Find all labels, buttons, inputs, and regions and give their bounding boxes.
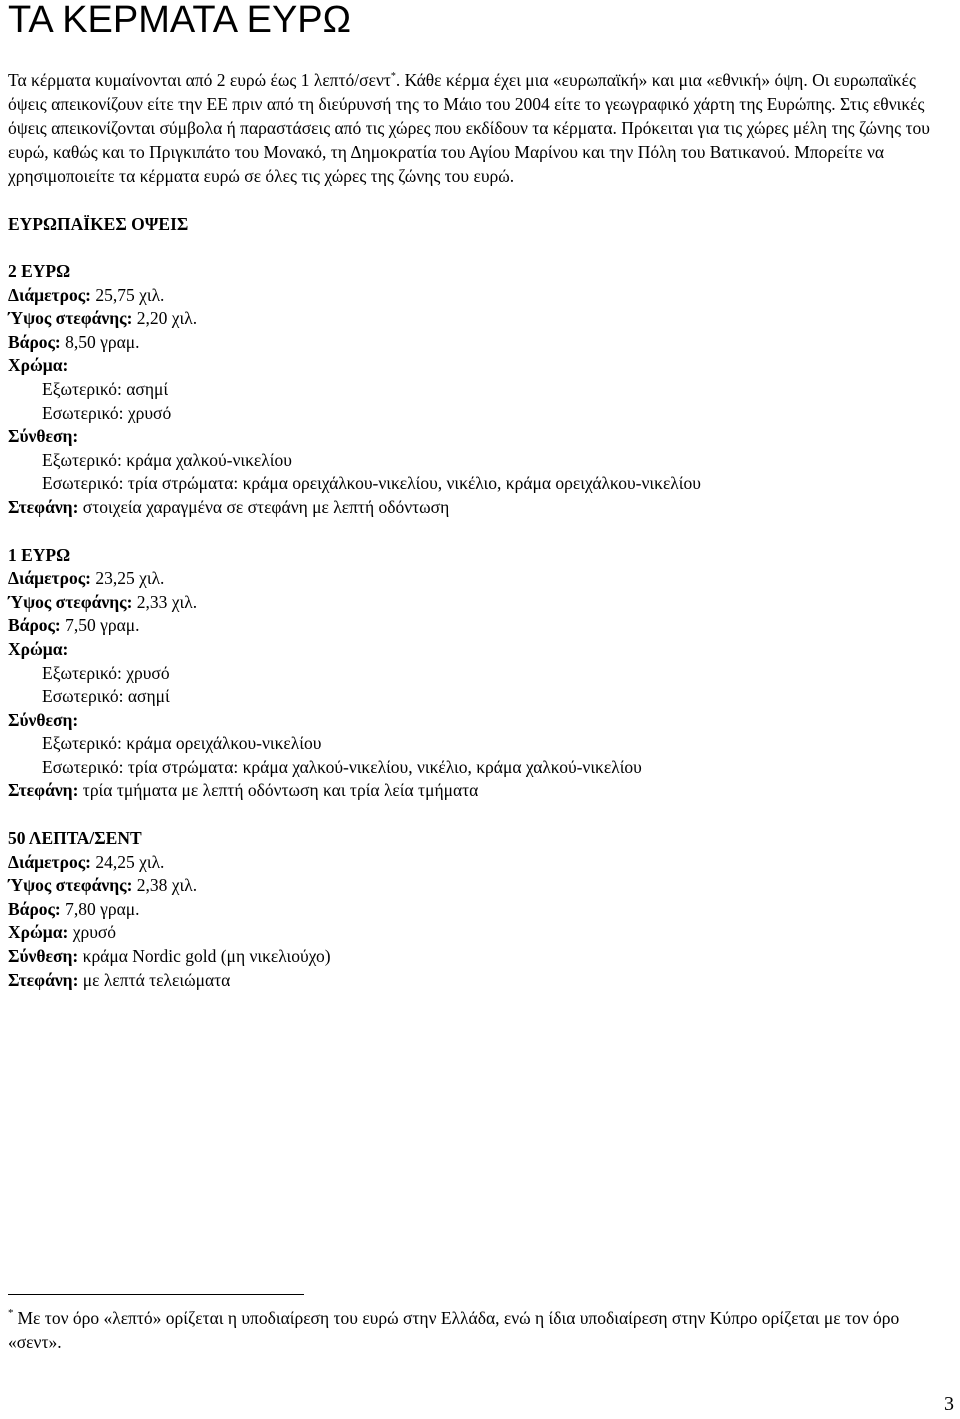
coin-edge: Στεφάνη: στοιχεία χαραγμένα σε στεφάνη με λεπτή οδόντωση [8,496,450,517]
coin-composition-label: Σύνθεση: [8,426,79,447]
coin-edge-height: Ύψος στεφάνης: 2,20 χιλ. [8,308,198,329]
coin-weight: Βάρος: 8,50 γραμ. [8,331,140,352]
coin-composition-outer: Εξωτερικό: κράμα ορειχάλκου-νικελίου [42,733,322,754]
coin-composition-inner: Εσωτερικό: τρία στρώματα: κράμα χαλκού-νικελίου, νικέλιο, κράμα χαλκού-νικελίου [42,756,642,777]
coin-diameter: Διάμετρος: 24,25 χιλ. [8,851,165,872]
footnote-divider [8,1294,304,1295]
coin-color-inner: Εσωτερικό: ασημί [42,686,170,707]
coin-name: 2 ΕΥΡΩ [8,261,71,281]
coin-composition-label: Σύνθεση: [8,709,79,730]
coin-color-label: Χρώμα: [8,355,69,376]
coin-color: Χρώμα: χρυσό [8,922,117,943]
coin-color-outer: Εξωτερικό: ασημί [42,378,169,399]
intro-sentence-3: Στις εθνικές όψεις απεικονίζονται σύμβολα ή παραστάσεις από τις χώρες που εκδίδουν τα κέρματα. [8,94,925,138]
coin-composition: Σύνθεση: κράμα Nordic gold (μη νικελιούχο) [8,946,331,967]
coin-color-label: Χρώμα: [8,638,69,659]
coin-weight: Βάρος: 7,80 γραμ. [8,898,140,919]
footnote-text: Με τον όρο «λεπτό» ορίζεται η υποδιαίρεση του ευρώ στην Ελλάδα, ενώ η ίδια υποδιαίρεση στην Κύπρο ορίζεται με τον όρο «σεντ». [8,1308,900,1352]
footnote [8,1306,928,1354]
intro-sentence-4: Πρόκειται για τις χώρες μέλη της ζώνης του ευρώ, καθώς και το Πριγκιπάτο του Μονακό, τη Δημοκρατία του Αγίου Μαρίνου και την Πόλη του Βατικανού. [8,118,930,162]
coin-weight: Βάρος: 7,50 γραμ. [8,615,140,636]
intro-sentence-2: . Κάθε κέρμα έχει μια «ευρωπαϊκή» και μια «εθνική» όψη. Οι ευρωπαϊκές όψεις απεικονίζουν είτε την ΕΕ πριν από τη διεύρυνσή της το Μάιο του 2004 είτε το γεωγραφικό χάρτη της Ευρώπης. [8,70,916,114]
coin-composition-inner: Εσωτερικό: τρία στρώματα: κράμα ορειχάλκου-νικελίου, νικέλιο, κράμα ορειχάλκου-νικελίου [42,473,701,494]
coin-2-euro [8,260,952,520]
intro-sentence-5: Μπορείτε να χρησιμοποιείτε τα κέρματα ευρώ σε όλες τις χώρες της ζώνης του ευρώ. [8,142,885,186]
coin-edge: Στεφάνη: τρία τμήματα με λεπτή οδόντωση και τρία λεία τμήματα [8,780,479,801]
page-number: 3 [944,1393,954,1415]
coin-name: 50 ΛΕΠΤΑ/ΣΕΝΤ [8,828,142,849]
coin-edge-height: Ύψος στεφάνης: 2,38 χιλ. [8,875,198,896]
document-page [8,0,952,992]
coin-diameter: Διάμετρος: 23,25 χιλ. [8,568,165,589]
intro-sentence-1: Τα κέρματα κυμαίνονται από 2 ευρώ έως 1 λεπτό/σεντ [8,70,391,90]
coin-color-outer: Εξωτερικό: χρυσό [42,662,170,683]
coin-edge: Στεφάνη: με λεπτά τελειώματα [8,969,231,990]
intro-text [8,68,952,188]
page-title: ΤΑ ΚΕΡΜΑΤΑ ΕΥΡΩ [8,0,352,41]
section-title-european-sides: ΕΥΡΩΠΑΪΚΕΣ ΟΨΕΙΣ [8,214,189,234]
coin-1-euro [8,544,952,804]
footnote-mark: * [8,1307,14,1319]
footnote-reference: * [390,71,396,82]
coin-edge-height: Ύψος στεφάνης: 2,33 χιλ. [8,591,198,612]
coin-diameter: Διάμετρος: 25,75 χιλ. [8,284,165,305]
intro-paragraph [8,68,952,188]
coin-composition-outer: Εξωτερικό: κράμα χαλκού-νικελίου [42,449,292,470]
coin-name: 1 ΕΥΡΩ [8,544,71,565]
coin-50-cent [8,827,952,992]
coin-color-inner: Εσωτερικό: χρυσό [42,402,172,423]
